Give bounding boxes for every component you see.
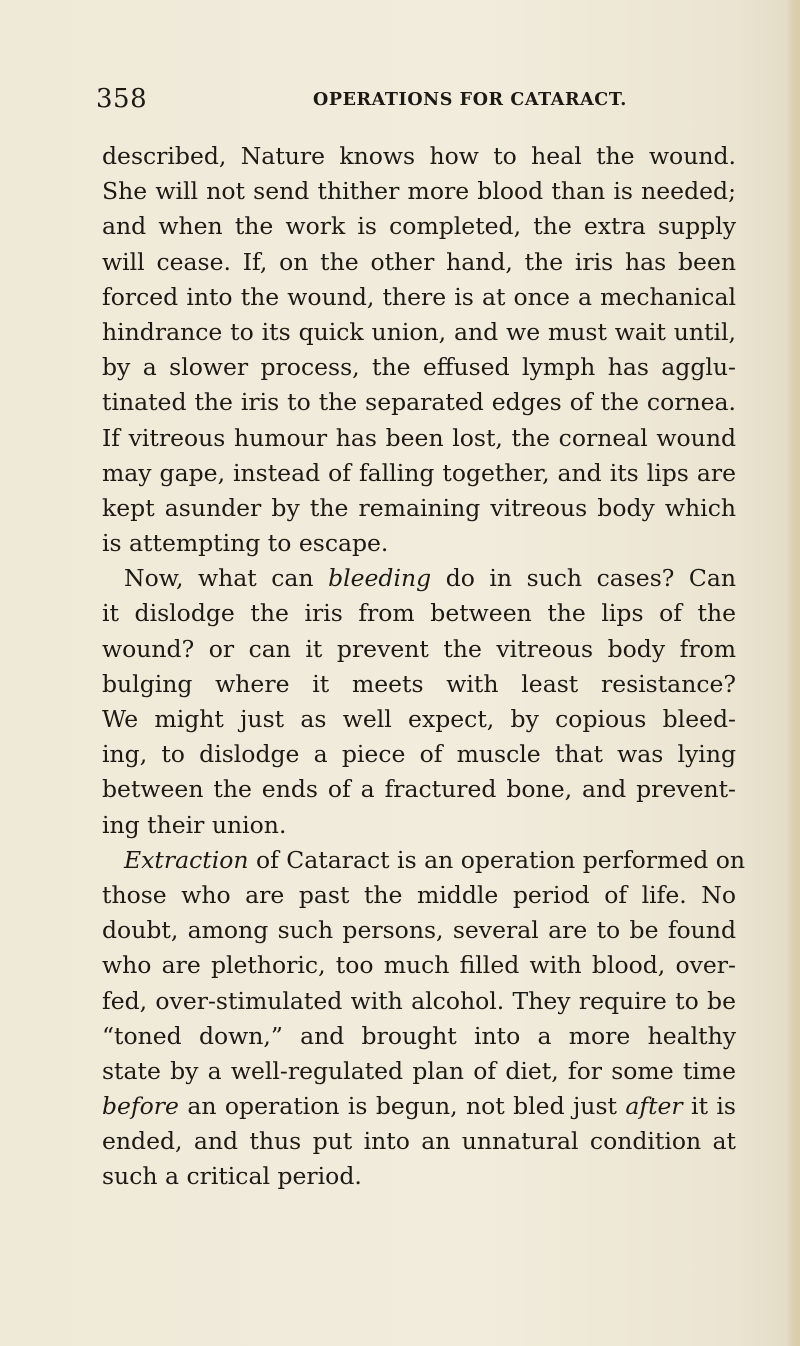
text-line: described, Nature knows how to heal the wound. xyxy=(102,142,736,170)
text-run: an operation is begun, not bled just xyxy=(178,1092,626,1121)
paragraph-2 xyxy=(102,561,736,843)
text-line: it dislodge the iris from between the lips of the xyxy=(102,599,736,628)
italic-run: bleeding xyxy=(328,564,432,593)
body-text xyxy=(102,139,746,1195)
page-number: 358 xyxy=(96,84,148,114)
text-line: ing their union. xyxy=(102,810,287,839)
text-line: such a critical period. xyxy=(102,1162,362,1191)
text-line: will cease. If, on the other hand, the iris has been xyxy=(102,247,736,276)
page-header xyxy=(96,84,736,114)
italic-run: before xyxy=(102,1092,179,1121)
text-line: between the ends of a fractured bone, and prevent- xyxy=(102,775,736,804)
text-line: wound? or can it prevent the vitreous body from xyxy=(102,634,736,663)
text-line: and when the work is completed, the extra supply xyxy=(102,212,736,241)
paragraph-3 xyxy=(102,843,746,1195)
running-title: OPERATIONS FOR CATARACT. xyxy=(313,90,627,110)
text-line: tinated the iris to the separated edges of the cornea. xyxy=(102,388,736,417)
page-edge-shadow xyxy=(786,0,800,1346)
text-run: Now, what can xyxy=(124,564,329,593)
italic-run: after xyxy=(625,1092,683,1121)
text-line: by a slower process, the effused lymph has agglu- xyxy=(102,353,736,382)
text-line: doubt, among such persons, several are to be found xyxy=(102,916,736,945)
text-run: it is xyxy=(682,1092,736,1121)
text-line: those who are past the middle period of life. No xyxy=(102,880,736,909)
text-line: state by a well-regulated plan of diet, for some time xyxy=(102,1056,736,1085)
text-line: fed, over-stimulated with alcohol. They require to be xyxy=(102,986,736,1015)
text-line: “toned down,” and brought into a more healthy xyxy=(102,1021,736,1050)
text-line: hindrance to its quick union, and we must wait until, xyxy=(102,317,736,346)
text-line xyxy=(102,561,736,596)
text-line: ing, to dislodge a piece of muscle that was lying xyxy=(102,740,736,769)
text-line: She will not send thither more blood than is needed; xyxy=(102,177,736,206)
text-line: forced into the wound, there is at once a mechanical xyxy=(102,282,736,311)
text-line xyxy=(102,843,746,878)
text-run: of Cataract is an operation performed on xyxy=(248,845,746,874)
italic-run: Extraction xyxy=(124,845,249,874)
paragraph-1 xyxy=(102,139,736,561)
text-line xyxy=(102,1089,736,1124)
text-line: who are plethoric, too much filled with blood, over- xyxy=(102,951,736,980)
text-line: may gape, instead of falling together, and its lips are xyxy=(102,458,736,487)
text-line: kept asunder by the remaining vitreous body which xyxy=(102,493,736,522)
text-line: If vitreous humour has been lost, the corneal wound xyxy=(102,423,736,452)
text-run: do in such cases? Can xyxy=(431,564,736,593)
text-line: ended, and thus put into an unnatural condition at xyxy=(102,1127,736,1156)
text-line: We might just as well expect, by copious bleed- xyxy=(102,705,736,733)
text-line: is attempting to escape. xyxy=(102,529,389,558)
text-line: bulging where it meets with least resistance? xyxy=(102,669,736,698)
